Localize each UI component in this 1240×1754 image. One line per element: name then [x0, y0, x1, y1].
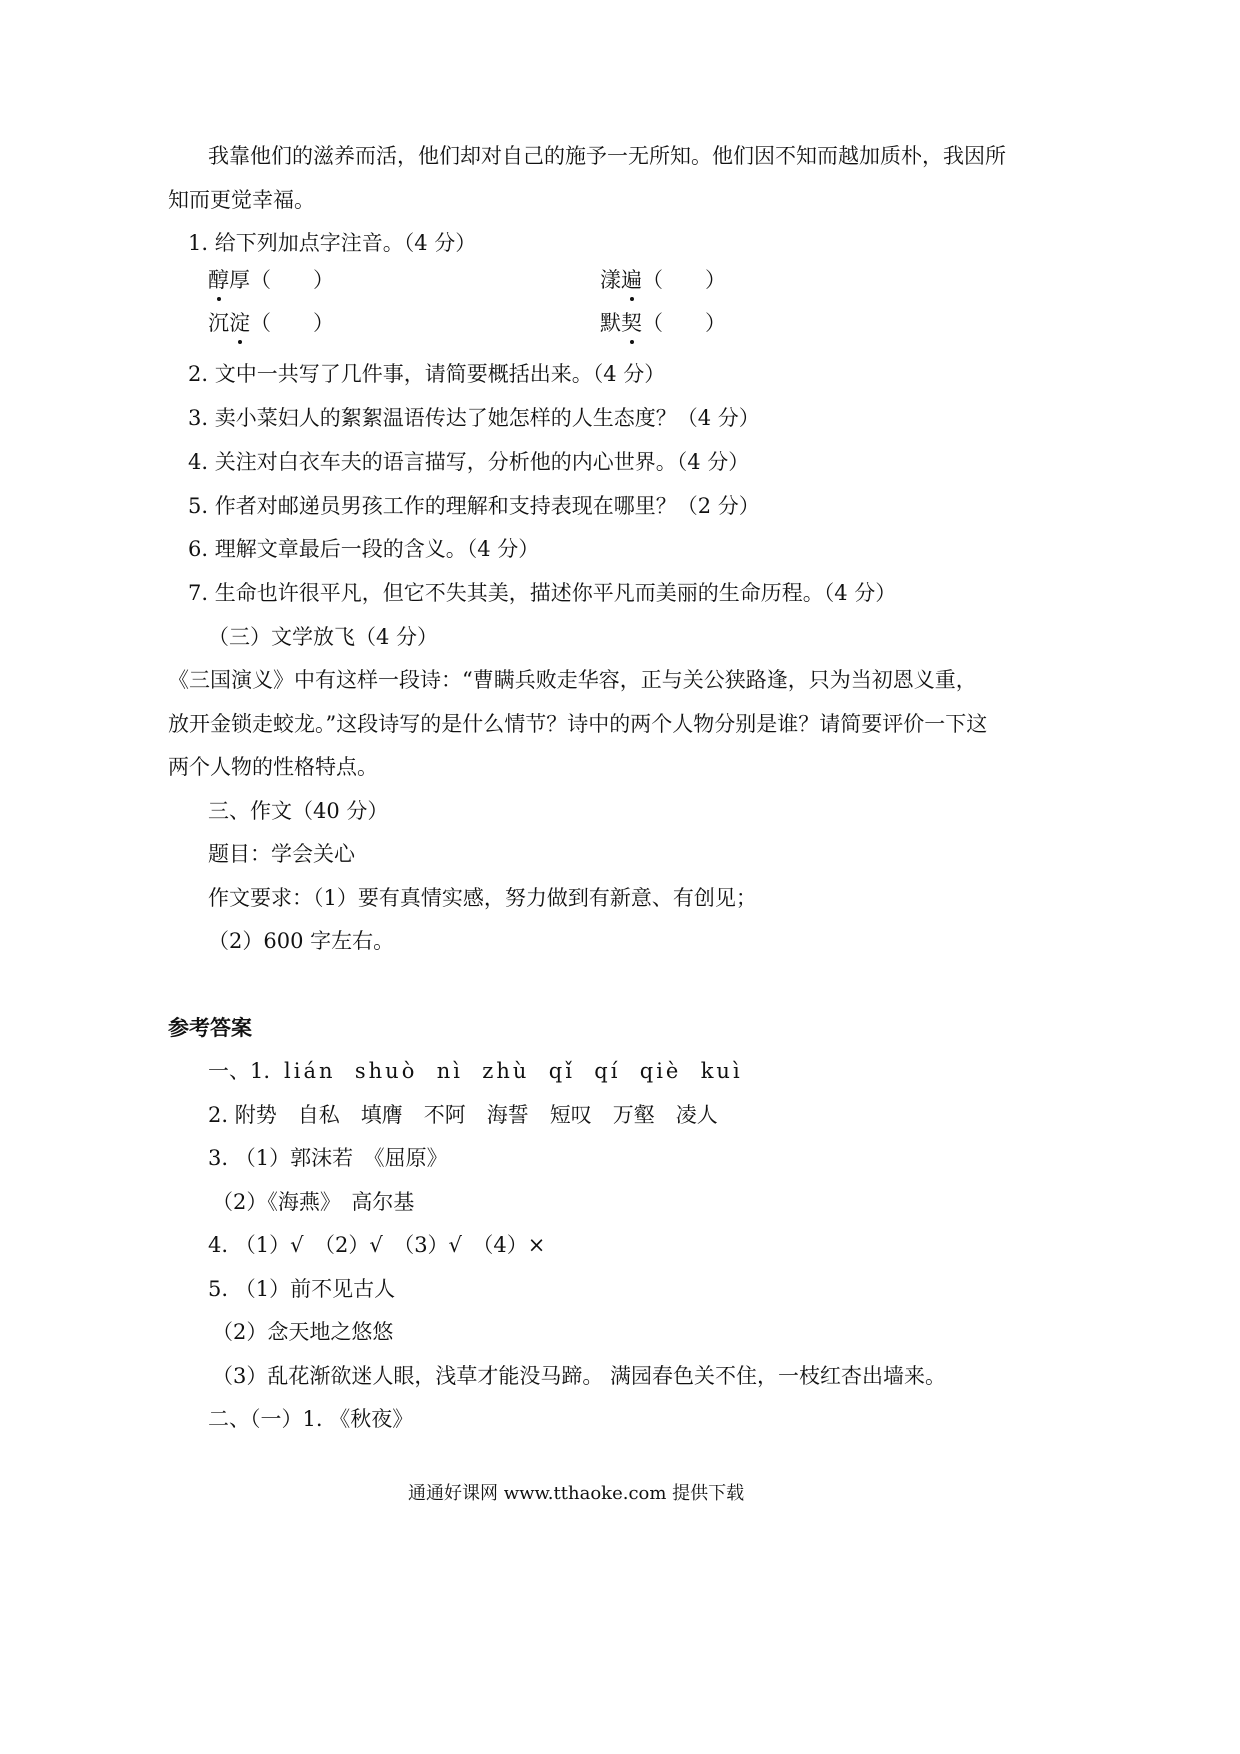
- dotted-char: 遍: [621, 265, 642, 295]
- word-rest: （ ）: [642, 311, 726, 335]
- essay-title: 题目：学会关心: [208, 842, 355, 866]
- answer-3-1: 3. （1）郭沫若 《屈原》: [208, 1146, 448, 1170]
- literature-line-2: 放开金锁走蛟龙。”这段诗写的是什么情节？诗中的两个人物分别是谁？请简要评价一下这: [168, 712, 988, 736]
- passage-line-2: 知而更觉幸福。: [168, 188, 315, 212]
- essay-heading: 三、作文（40 分）: [208, 799, 389, 823]
- answer-5-1: 5. （1）前不见古人: [208, 1277, 396, 1301]
- dotted-char: 契: [621, 308, 642, 338]
- answers-heading: 参考答案: [168, 1015, 252, 1040]
- word-pre: 默: [600, 311, 621, 335]
- question-7: 7. 生命也许很平凡，但它不失其美，描述你平凡而美丽的生命历程。（4 分）: [188, 581, 897, 605]
- question-5: 5. 作者对邮递员男孩工作的理解和支持表现在哪里？（2 分）: [188, 494, 760, 518]
- word-rest: （ ）: [642, 268, 726, 292]
- answer-1-prefix: 一、1.: [208, 1059, 271, 1083]
- literature-line-3: 两个人物的性格特点。: [168, 755, 378, 779]
- question-3: 3. 卖小菜妇人的絮絮温语传达了她怎样的人生态度？（4 分）: [188, 406, 760, 430]
- answer-4: 4. （1）√ （2）√ （3）√ （4）×: [208, 1233, 546, 1257]
- answer-5-3: （3）乱花渐欲迷人眼，浅草才能没马蹄。 满园春色关不住，一枝红杏出墙来。: [212, 1364, 947, 1388]
- question-2: 2. 文中一共写了几件事，请简要概括出来。（4 分）: [188, 362, 666, 386]
- answer-5-2: （2）念天地之悠悠: [212, 1320, 394, 1344]
- word-2: [600, 265, 726, 295]
- word-pre: 漾: [600, 268, 621, 292]
- question-6: 6. 理解文章最后一段的含义。（4 分）: [188, 537, 540, 561]
- word-1: [208, 265, 334, 295]
- answer-1-pinyin: lián shuò nì zhù qǐ qí qiè kuì: [284, 1059, 743, 1083]
- question-1: 1. 给下列加点字注音。（4 分）: [188, 231, 477, 255]
- question-4: 4. 关注对白衣车夫的语言描写，分析他的内心世界。（4 分）: [188, 450, 750, 474]
- essay-requirement-2: （2）600 字左右。: [208, 929, 395, 953]
- word-rest: （ ）: [250, 311, 334, 335]
- word-rest: 厚（ ）: [229, 268, 334, 292]
- answer-2: 2. 附势 自私 填膺 不阿 海誓 短叹 万壑 凌人: [208, 1103, 718, 1127]
- answer-1: [208, 1056, 743, 1086]
- footer: 通通好课网 www.tthaoke.com 提供下载: [408, 1483, 745, 1504]
- word-pre: 沉: [208, 311, 229, 335]
- answer-3-2: （2）《海燕》 高尔基: [212, 1190, 415, 1214]
- essay-requirement-1: 作文要求：（1）要有真情实感，努力做到有新意、有创见；: [208, 886, 757, 910]
- literature-line-1: 《三国演义》中有这样一段诗：“曹瞒兵败走华容，正与关公狭路逢，只为当初恩义重，: [168, 668, 977, 692]
- passage-line-1: 我靠他们的滋养而活，他们却对自己的施予一无所知。他们因不知而越加质朴，我因所: [208, 144, 1006, 168]
- literature-heading: （三）文学放飞（4 分）: [208, 625, 439, 649]
- word-3: [208, 308, 334, 338]
- dotted-char: 淀: [229, 308, 250, 338]
- answer-6: 二、（一）1. 《秋夜》: [208, 1407, 414, 1431]
- word-4: [600, 308, 726, 338]
- dotted-char: 醇: [208, 265, 229, 295]
